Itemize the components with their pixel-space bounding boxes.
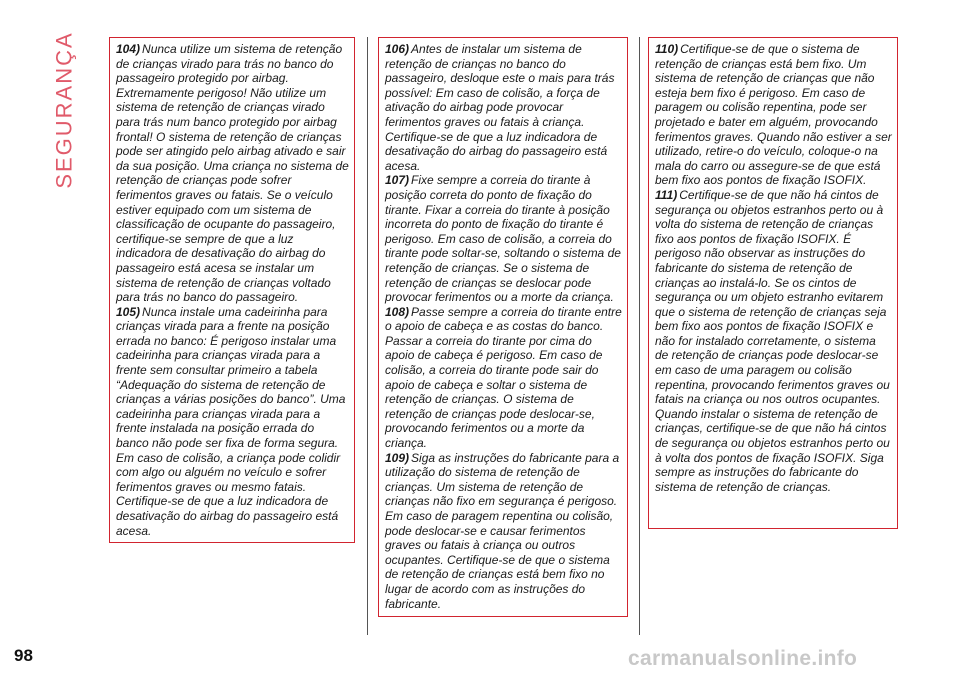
warning-110 xyxy=(655,42,892,188)
warning-box-1 xyxy=(109,37,355,543)
warning-111 xyxy=(655,188,892,494)
warning-number: 108) xyxy=(385,304,410,319)
warning-text: Nunca instale uma cadeirinha para crianças virada para a frente na posição errada no banco: É perigoso instalar uma cadeirinha para crianças virada para a frente sem consultar primeiro a tabela “Adequação do sistema de retenção de crianças a várias posições do banco”. Uma cadeirinha para crianças virada para a frente instalada na posição errada do banco não pode ser fixa de forma segura. Em caso de colisão, a criança pode colidir com algo ou alguém no veículo e sofrer ferimentos graves ou mesmo fatais. Certifique-se de que a luz indicadora de desativação do airbag do passageiro está acesa. xyxy=(116,304,346,538)
section-title xyxy=(50,30,80,190)
warning-number: 111) xyxy=(655,187,678,202)
warning-text: Certifique-se de que o sistema de retenção de crianças está bem fixo. Um sistema de retenção de crianças que não esteja bem fixo é perigoso. Em caso de paragem ou colisão repentina, pode ser projetado e bater em alguém, provocando ferimentos graves. Quando não estiver a ser utilizado, retire-o do veículo, coloque-o na mala do carro ou assegure-se de que está bem fixo aos pontos de fixação ISOFIX. xyxy=(655,42,892,188)
column-divider xyxy=(639,37,640,635)
warning-text: Passe sempre a correia do tirante entre o apoio de cabeça e as costas do banco. Passar a correia do tirante por cima do apoio de cabeça é perigoso. Em caso de colisão, a correia do tirante pode sair do apoio de cabeça e soltar o sistema de retenção de crianças. O sistema de retenção de crianças pode deslocar-se, provocando ferimentos ou a morte da criança. xyxy=(385,304,622,451)
watermark: carmanualsonline.info xyxy=(628,647,858,670)
warning-text: Certifique-se de que não há cintos de segurança ou objetos estranhos perto ou à volta do sistema de retenção de crianças fixo aos pontos de fixação ISOFIX. É perigoso não observar as instruções do fabricante do sistema de retenção de crianças ao instalá-lo. Se os cintos de segurança ou um objeto estranho evitarem que o sistema de retenção de crianças seja bem fixo aos pontos de fixação ISOFIX e não for instalado corretamente, o sistema de retenção de crianças pode deslocar-se em caso de uma paragem ou colisão repentina, provocando ferimentos graves ou fatais na criança ou nos outros ocupantes. Quando instalar o sistema de retenção de crianças, certifique-se de que não há cintos de segurança ou objetos estranhos perto ou à volta dos pontos de fixação ISOFIX. Siga sempre as instruções do fabricante do sistema de retenção de crianças. xyxy=(655,187,890,494)
warning-number: 109) xyxy=(385,450,410,465)
warning-107 xyxy=(385,173,622,304)
section-title-text: SEGURANÇA xyxy=(52,31,78,189)
warning-number: 104) xyxy=(116,42,141,56)
warning-box-3 xyxy=(648,37,898,529)
warning-104 xyxy=(116,42,349,305)
warning-text: Siga as instruções do fabricante para a utilização do sistema de retenção de crianças. Um sistema de retenção de crianças não fixo em segurança é perigoso. Em caso de paragem repentina ou colisão, pode deslocar-se e causar ferimentos graves ou fatais à criança ou outros ocupantes. Certifique-se de que o sistema de retenção de crianças está bem fixo no lugar de acordo com as instruções do fabricante. xyxy=(385,450,620,611)
warning-109 xyxy=(385,451,622,612)
warning-number: 106) xyxy=(385,42,410,56)
warning-text: Nunca utilize um sistema de retenção de crianças virado para trás no banco do passageiro protegido por airbag. Extremamente perigoso! Não utilize um sistema de retenção de crianças virado para trás num banco protegido por airbag frontal! O sistema de retenção de crianças pode ser atingido pelo airbag ativado e sair da sua posição. Uma criança no sistema de retenção de crianças pode sofrer ferimentos graves ou fatais. Se o veículo estiver equipado com um sistema de classificação de ocupante do passageiro, certifique-se sempre de que a luz indicadora de desativação do airbag do passageiro está acesa se instalar um sistema de retenção de crianças voltado para trás no banco do passageiro. xyxy=(116,42,349,305)
warning-number: 107) xyxy=(385,173,410,188)
warning-box-2 xyxy=(378,37,628,617)
warning-108 xyxy=(385,305,622,451)
warning-text: Fixe sempre a correia do tirante à posição correta do ponto de fixação do tirante. Fixar a correia do tirante à posição incorreta do ponto de fixação do tirante é perigoso. Em caso de colisão, a correia do tirante pode soltar-se, soltando o sistema de retenção de crianças. Se o sistema de retenção de crianças se deslocar pode provocar ferimentos ou a morte da criança. xyxy=(385,173,621,305)
warning-number: 110) xyxy=(655,42,679,56)
warning-106 xyxy=(385,42,622,173)
warning-105 xyxy=(116,305,349,539)
warning-text: Antes de instalar um sistema de retenção de crianças no banco do passageiro, desloque este o mais para trás possível: Em caso de colisão, a força de ativação do airbag pode provocar ferimentos graves ou fatais à criança. Certifique-se de que a luz indicadora de desativação do airbag do passageiro está acesa. xyxy=(385,42,615,173)
warning-number: 105) xyxy=(116,304,141,319)
column-divider xyxy=(367,37,368,635)
page-number: 98 xyxy=(14,646,33,665)
